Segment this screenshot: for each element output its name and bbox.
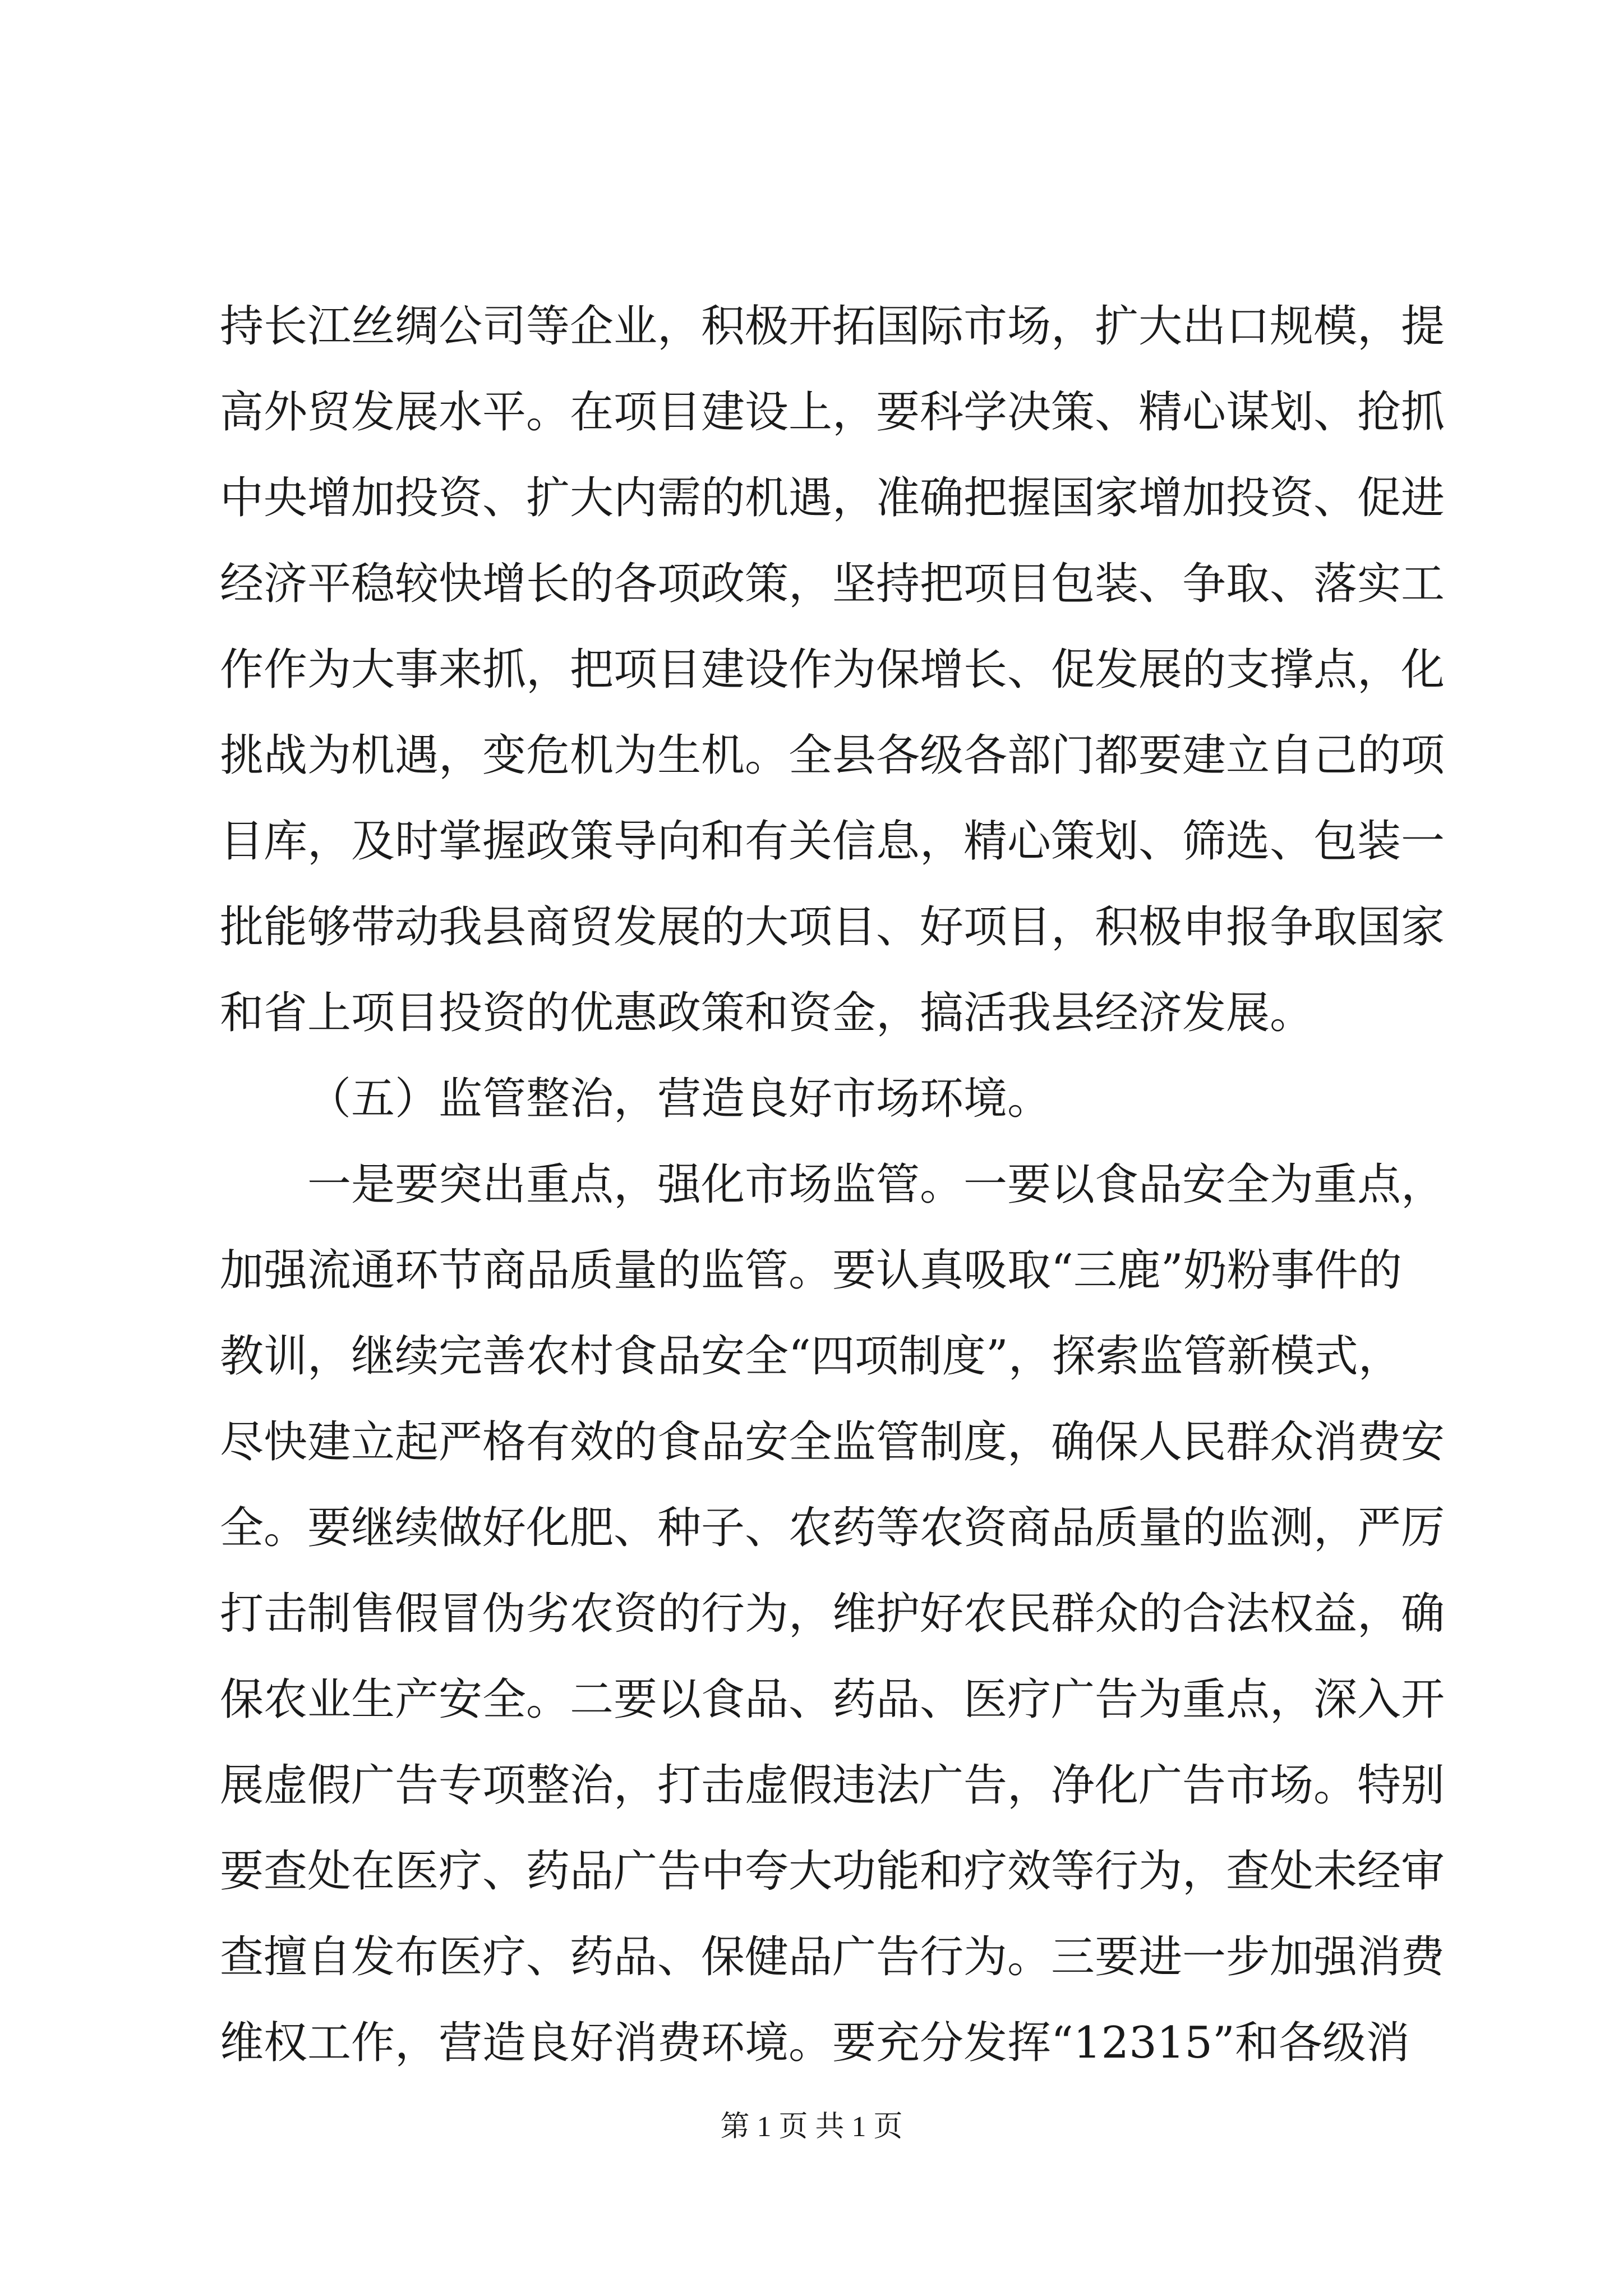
page-number: 第 1 页 共 1 页 [720, 2111, 903, 2143]
body-text: 持长江丝绸公司等企业，积极开拓国际市场，扩大出口规模，提 高外贸发展水平。在项目建设上，要科学决策、精心谋划、抢抓 中央增加投资、扩大内需的机遇，准确把握国家增加投资、促进 经济平稳较快增长的各项政策，坚持把项目包装、争取、落实工 作作为大事来抓，把项目建设作为保增长、促发展的支撑点，化 挑战为机遇，变危机为生机。全县各级各部门都要建立自己的项 目库，及时掌握政策导向和有关信息，精心策划、筛选、包装一 批能够带动我县商贸发展的大项目、好项目，积极申报争取国家 和省上项目投资的优惠政策和资金，搞活我县经济发展。 （五）监管整治，营造良好市场环境。 一是要突出重点，强化市场监管。一要以食品安全为重点， 加强流通环节商品质量的监管。要认真吸取“三鹿”奶粉事件的 教训，继续完善农村食品安全“四项制度”，探索监管新模式， 尽快建立起严格有效的食品安全监管制度，确保人民群众消费安 全。要继续做好化肥、种子、农药等农资商品质量的监测，严厉 打击制售假冒伪劣农资的行为，维护好农民群众的合法权益，确 保农业生产安全。二要以食品、药品、医疗广告为重点，深入开 展虚假广告专项整治，打击虚假违法广告，净化广告市场。特别 要查处在医疗、药品广告中夸大功能和疗效等行为，查处未经审 查擅自发布医疗、药品、保健品广告行为。三要进一步加强消费 维权工作，营造良好消费环境。要充分发挥“12315”和各级消 [220, 301, 1445, 2068]
page-footer [0, 2102, 1623, 2145]
